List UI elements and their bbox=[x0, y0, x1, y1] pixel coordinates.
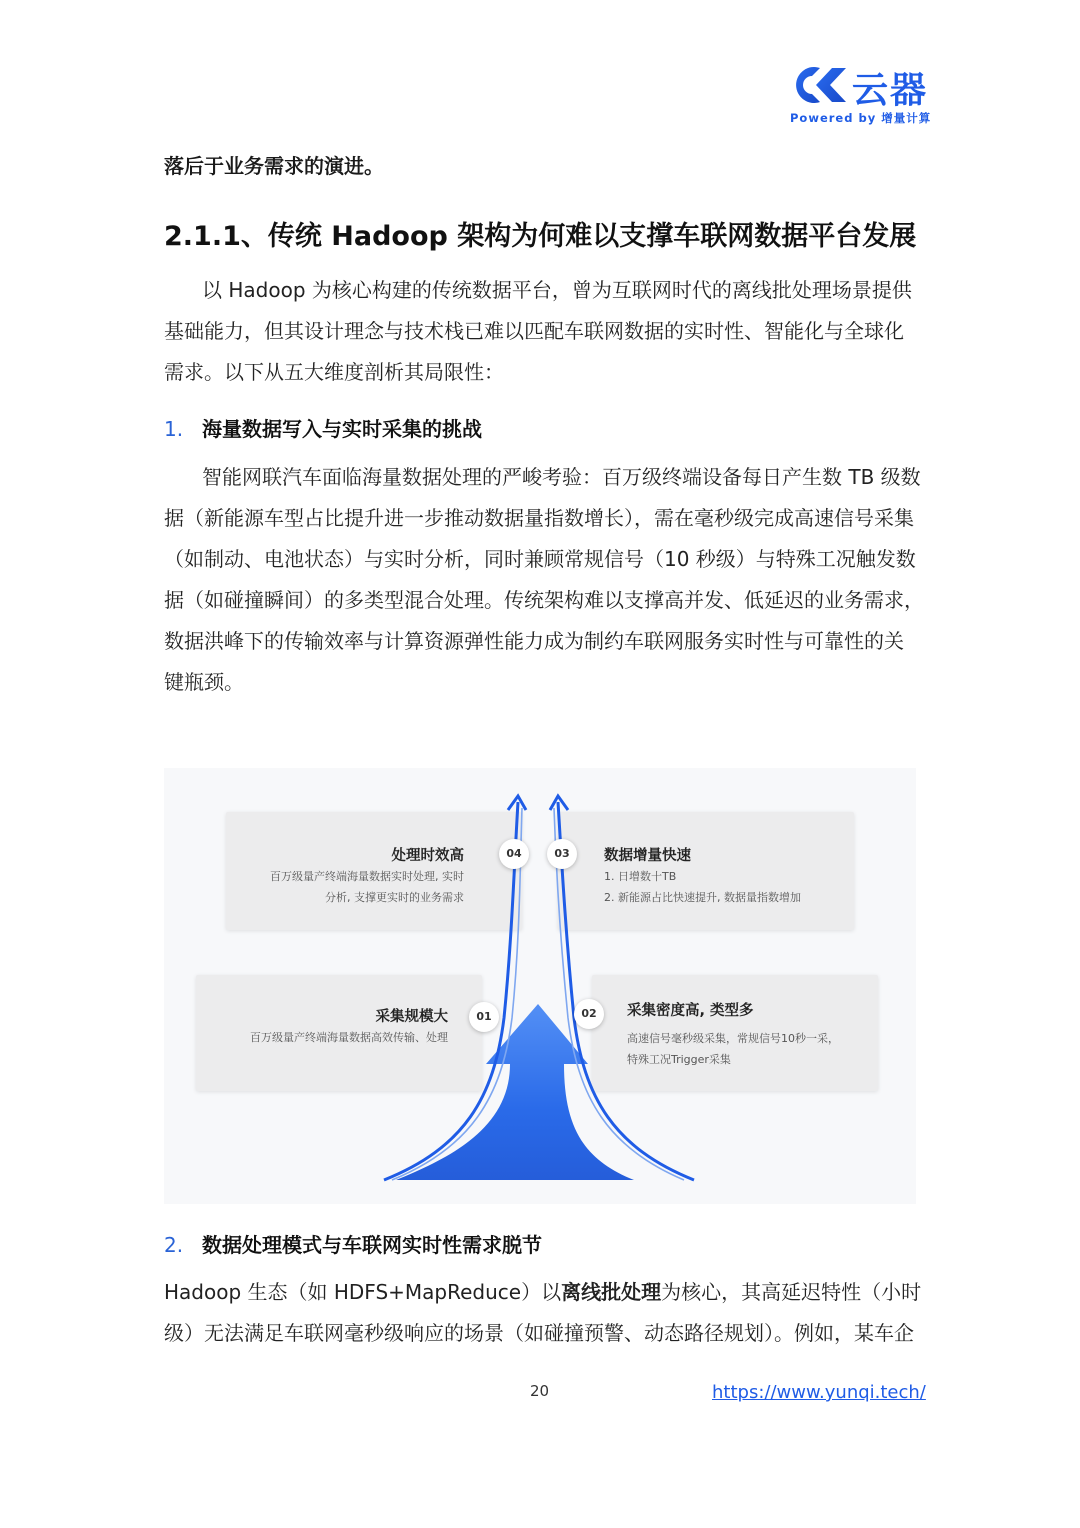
paragraph-line: 级）无法满足车联网毫秒级响应的场景（如碰撞预警、动态路径规划）。例如，某车企 bbox=[164, 1321, 914, 1345]
item2-heading bbox=[164, 1229, 542, 1258]
badge-02: 02 bbox=[574, 999, 604, 1029]
paragraph-line: 智能网联汽车面临海量数据处理的严峻考验：百万级终端设备每日产生数 TB 级数 bbox=[202, 465, 921, 489]
paragraph-line: 数据洪峰下的传输效率与计算资源弹性能力成为制约车联网服务实时性与可靠性的关 bbox=[164, 629, 904, 653]
page-number: 20 bbox=[530, 1382, 550, 1400]
badge-04: 04 bbox=[499, 839, 529, 869]
paragraph-line: （如制动、电池状态）与实时分析，同时兼顾常规信号（10 秒级）与特殊工况触发数 bbox=[164, 547, 916, 571]
paragraph-line: 键瓶颈。 bbox=[164, 670, 244, 694]
item2-paragraph bbox=[164, 1272, 920, 1354]
item1-title: 海量数据写入与实时采集的挑战 bbox=[202, 417, 482, 441]
paragraph-line: 需求。以下从五大维度剖析其局限性： bbox=[164, 360, 504, 384]
card-desc-line: 特殊工况Trigger采集 bbox=[627, 1053, 731, 1066]
paragraph-line: 以 Hadoop 为核心构建的传统数据平台，曾为互联网时代的离线批处理场景提供 bbox=[202, 278, 912, 302]
intro-paragraph bbox=[164, 270, 920, 393]
card-desc-line: 百万级量产终端海量数据实时处理, 实时 bbox=[270, 870, 464, 883]
card-desc-line: 2. 新能源占比快速提升, 数据量指数增加 bbox=[604, 891, 801, 904]
badge-01: 01 bbox=[469, 1002, 499, 1032]
website-link[interactable]: https://www.yunqi.tech/ bbox=[712, 1382, 926, 1403]
item1-paragraph bbox=[164, 457, 924, 703]
card-desc-line: 1. 日增数十TB bbox=[604, 870, 677, 883]
brand-name: 云器 bbox=[852, 70, 929, 111]
card-title: 采集密度高, 类型多 bbox=[627, 1003, 754, 1019]
item1-number: 1. bbox=[164, 417, 184, 441]
item2-number: 2. bbox=[164, 1233, 184, 1257]
continuation-text: 落后于业务需求的演进。 bbox=[164, 154, 384, 178]
card-desc-line: 百万级量产终端海量数据高效传输、处理 bbox=[250, 1031, 448, 1044]
paragraph-line: 据（新能源车型占比提升进一步推动数据量指数增长），需在毫秒级完成高速信号采集 bbox=[164, 506, 914, 530]
card-title: 数据增量快速 bbox=[604, 848, 691, 864]
challenges-figure bbox=[164, 768, 916, 1204]
card-title: 采集规模大 bbox=[375, 1009, 448, 1025]
card-desc-line: 高速信号毫秒级采集，常规信号10秒一采， bbox=[627, 1032, 839, 1045]
text-segment: Hadoop 生态（如 HDFS+MapReduce）以 bbox=[164, 1280, 562, 1304]
growth-arrows-graphic bbox=[164, 768, 916, 1204]
paragraph-line: 据（如碰撞瞬间）的多类型混合处理。传统架构难以支撑高并发、低延迟的业务需求， bbox=[164, 588, 924, 612]
text-segment: 为核心，其高延迟特性（小时 bbox=[661, 1280, 922, 1304]
badge-03: 03 bbox=[547, 839, 577, 869]
powered-by-text: Powered by 增量计算 bbox=[790, 111, 932, 125]
card-title: 处理时效高 bbox=[391, 848, 464, 864]
emphasis-text: 离线批处理 bbox=[561, 1280, 662, 1304]
paragraph-line bbox=[164, 1272, 920, 1313]
paragraph-line: 基础能力，但其设计理念与技术栈已难以匹配车联网数据的实时性、智能化与全球化 bbox=[164, 319, 904, 343]
item2-title: 数据处理模式与车联网实时性需求脱节 bbox=[202, 1233, 542, 1257]
item1-heading bbox=[164, 413, 482, 442]
section-title: 2.1.1、传统 Hadoop 架构为何难以支撑车联网数据平台发展 bbox=[164, 221, 917, 252]
card-desc-line: 分析, 支撑更实时的业务需求 bbox=[325, 891, 464, 904]
